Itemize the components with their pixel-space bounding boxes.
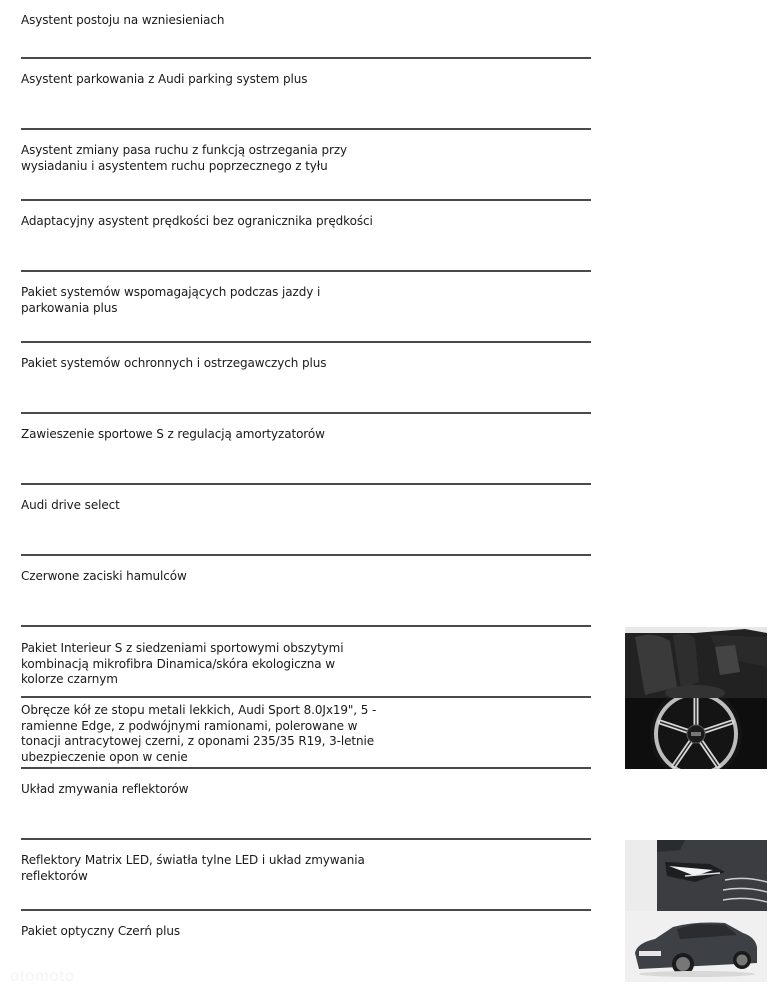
- list-item: [21, 485, 591, 556]
- item-label: Czerwone zaciski hamulców: [21, 569, 187, 583]
- list-item: [21, 627, 591, 698]
- matrix-led-headlight-image[interactable]: [625, 840, 767, 911]
- list-item: [21, 911, 591, 982]
- item-label: Pakiet optyczny Czerń plus: [21, 924, 181, 938]
- interior-seats-image[interactable]: [625, 627, 767, 698]
- list-item: [21, 59, 591, 130]
- list-item: [21, 130, 591, 201]
- item-label: Pakiet systemów wspomagających podczas jazdy i parkowania plus: [21, 285, 321, 315]
- item-label: Adaptacyjny asystent prędkości bez ogranicznika prędkości: [21, 214, 373, 228]
- list-item: [21, 698, 591, 769]
- item-label: Pakiet systemów ochronnych i ostrzegawczych plus: [21, 356, 327, 370]
- car-exterior-image[interactable]: [625, 911, 767, 982]
- equipment-list: [21, 0, 591, 982]
- list-item: [21, 769, 591, 840]
- item-label: Audi drive select: [21, 498, 120, 512]
- list-item: [21, 556, 591, 627]
- wheel-rim-image[interactable]: [625, 698, 767, 769]
- item-label: Asystent postoju na wzniesieniach: [21, 13, 225, 27]
- list-item: [21, 840, 591, 911]
- item-label: Asystent zmiany pasa ruchu z funkcją ostrzegania przy wysiadaniu i asystentem ruchu poprzecznego z tyłu: [21, 143, 348, 173]
- list-item: [21, 343, 591, 414]
- item-label: Pakiet Interieur S z siedzeniami sportowymi obszytymi kombinacją mikrofibra Dinamica/skóra ekologiczna w kolorze czarnym: [21, 641, 344, 686]
- item-label: Reflektory Matrix LED, światła tylne LED i układ zmywania reflektorów: [21, 853, 365, 883]
- list-item: [21, 414, 591, 485]
- item-label: Zawieszenie sportowe S z regulacją amortyzatorów: [21, 427, 325, 441]
- item-label: Asystent parkowania z Audi parking system plus: [21, 72, 308, 86]
- list-item: [21, 272, 591, 343]
- list-item: [21, 0, 591, 59]
- item-label: Obręcze kół ze stopu metali lekkich, Audi Sport 8.0Jx19", 5 - ramienne Edge, z podwójnymi ramionami, polerowane w tonacji antracytowej czerni, z oponami 235/35 R19, 3-letnie ubezpieczenie opon w cenie: [21, 703, 377, 764]
- list-item: [21, 201, 591, 272]
- item-label: Układ zmywania reflektorów: [21, 782, 189, 796]
- watermark: otomoto: [10, 968, 75, 985]
